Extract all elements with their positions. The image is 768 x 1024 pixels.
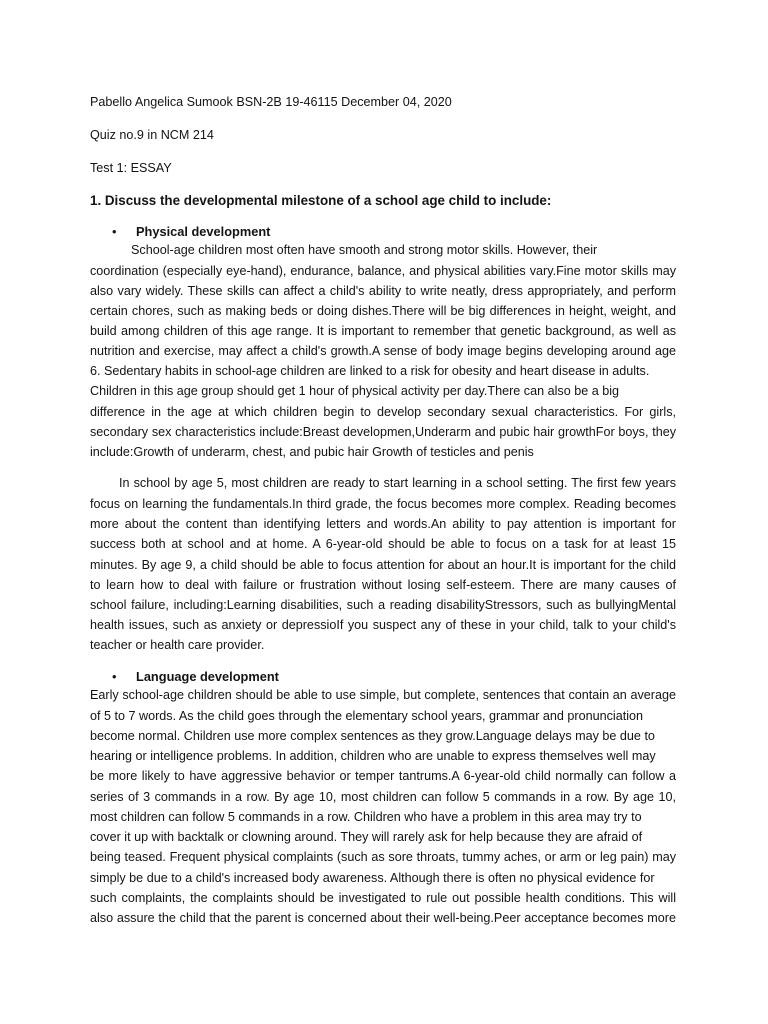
bullet-icon: •: [112, 224, 117, 239]
paragraph-line: coordination (especially eye-hand), endurance, balance, and physical abilities vary.Fine motor skills may: [90, 264, 676, 278]
paragraph-line: minutes. By age 9, a child should be able to focus attention for about an hour.It is important for the child: [90, 558, 676, 572]
paragraph-line: difference in the age at which children begin to develop secondary sexual characteristics. For girls,: [90, 405, 676, 419]
paragraph-line: of 5 to 7 words. As the child goes through the elementary school years, grammar and pronunciation: [90, 709, 644, 723]
paragraph-line: teacher or health care provider.: [90, 638, 265, 652]
test-line: Test 1: ESSAY: [90, 161, 172, 175]
paragraph-line: simply be due to a child's increased body awareness. Although there is often no physical evidence for: [90, 871, 655, 885]
paragraph-line: such complaints, the complaints should be investigated to rule out possible health conditions. This will: [90, 891, 676, 905]
paragraph-line: focus on learning the fundamentals.In third grade, the focus becomes more complex. Reading becomes: [90, 497, 676, 511]
paragraph-line: School-age children most often have smooth and strong motor skills. However, their: [131, 243, 598, 257]
paragraph-line: more about the content than identifying letters and words.An ability to pay attention is important for: [90, 517, 676, 531]
paragraph-line: hearing or intelligence problems. In addition, children who are unable to express themselves well may: [90, 749, 656, 763]
paragraph-line: nutrition and exercise, may affect a child's growth.A sense of body image begins developing around age: [90, 344, 676, 358]
paragraph-line: school failure, including:Learning disabilities, such a reading disabilityStressors, such as bullyingMental: [90, 598, 676, 612]
paragraph-line: series of 3 commands in a row. By age 10, most children can follow 5 commands in a row. By age 10,: [90, 790, 676, 804]
question-heading: 1. Discuss the developmental milestone of a school age child to include:: [90, 193, 552, 208]
paragraph-line: build among children of this age range. It is important to remember that genetic background, as well as: [90, 324, 676, 338]
paragraph-line: cover it up with backtalk or clowning around. They will rarely ask for help because they are afraid of: [90, 830, 643, 844]
physical-development-bullet: [112, 224, 270, 240]
physical-development-title: Physical development: [136, 224, 271, 239]
bullet-icon: •: [112, 669, 117, 684]
quiz-line: Quiz no.9 in NCM 214: [90, 128, 214, 142]
paragraph-line: be more likely to have aggressive behavior or temper tantrums.A 6-year-old child normally can follow a: [90, 769, 676, 783]
paragraph-line: most children can follow 5 commands in a row. Children who have a problem in this area may try to: [90, 810, 642, 824]
author-line: Pabello Angelica Sumook BSN-2B 19-46115 December 04, 2020: [90, 95, 452, 109]
paragraph-line: Children in this age group should get 1 hour of physical activity per day.There can also be a big: [90, 384, 620, 398]
paragraph-line: being teased. Frequent physical complaints (such as sore throats, tummy aches, or arm or leg pain) may: [90, 850, 676, 864]
paragraph-line: 6. Sedentary habits in school-age children are linked to a risk for obesity and heart disease in adults.: [90, 364, 650, 378]
paragraph-line: Early school-age children should be able to use simple, but complete, sentences that contain an average: [90, 688, 676, 702]
paragraph-line: become normal. Children use more complex sentences as they grow.Language delays may be due to: [90, 729, 655, 743]
paragraph-line: certain chores, such as making beds or doing dishes.There will be big differences in height, weight, and: [90, 304, 676, 318]
paragraph-line: secondary sex characteristics include:Breast developmen,Underarm and pubic hair growthFor boys, they: [90, 425, 676, 439]
paragraph-line: to learn how to deal with failure or frustration without losing self-esteem. There are many causes of: [90, 578, 676, 592]
language-development-title: Language development: [136, 669, 279, 684]
paragraph-line: In school by age 5, most children are ready to start learning in a school setting. The first few years: [119, 476, 676, 490]
paragraph-line: include:Growth of underarm, chest, and pubic hair Growth of testicles and penis: [90, 445, 534, 459]
paragraph-line: success both at school and at home. A 6-year-old should be able to focus on a task for at least 15: [90, 537, 676, 551]
paragraph-line: also vary widely. These skills can affect a child's ability to write neatly, dress appropriately, and perform: [90, 284, 676, 298]
language-development-bullet: [112, 669, 279, 685]
paragraph-line: also assure the child that the parent is concerned about their well-being.Peer acceptance becomes more: [90, 911, 676, 925]
paragraph-line: health issues, such as anxiety or depressioIf you suspect any of these in your child, talk to your child's: [90, 618, 676, 632]
